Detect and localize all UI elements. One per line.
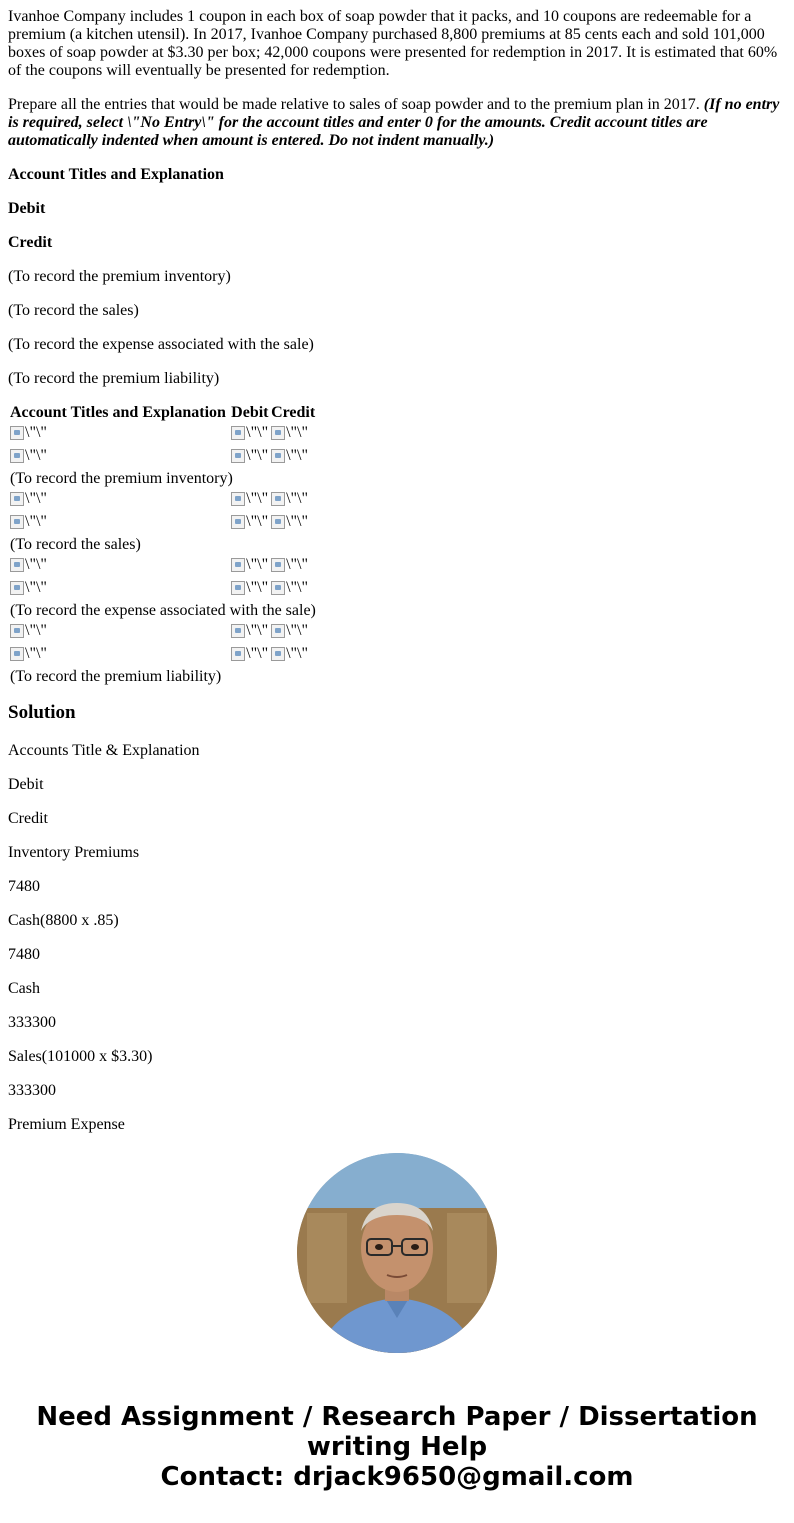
- account-select[interactable]: [10, 556, 47, 574]
- solution-line: Cash(8800 x .85): [8, 912, 119, 929]
- column-header-account: Account Titles and Explanation: [10, 404, 226, 421]
- heading-credit: Credit: [8, 234, 53, 251]
- heading-debit: Debit: [8, 200, 46, 217]
- entry-cell: [10, 513, 229, 534]
- solution-lines: [8, 742, 786, 1134]
- credit-input[interactable]: [271, 513, 308, 531]
- entry-cell: [10, 579, 229, 600]
- debit-input[interactable]: [231, 645, 268, 663]
- credit-input[interactable]: [271, 556, 308, 574]
- broken-image-alt-text: \"\": [246, 490, 269, 507]
- solution-line: Cash: [8, 980, 40, 997]
- broken-image-icon: [231, 624, 245, 638]
- entry-input-row: [10, 622, 316, 643]
- entry-cell: [231, 579, 269, 600]
- debit-input[interactable]: [231, 513, 268, 531]
- solution-line: Sales(101000 x $3.30): [8, 1048, 153, 1065]
- broken-image-icon: [271, 449, 285, 463]
- explanation-expense: (To record the expense associated with the sale): [8, 336, 314, 353]
- broken-image-alt-text: \"\": [25, 513, 47, 530]
- broken-image-alt-text: \"\": [25, 645, 47, 662]
- entry-cell: [231, 424, 269, 445]
- broken-image-icon: [271, 492, 285, 506]
- broken-image-alt-text: \"\": [25, 447, 47, 464]
- entry-explanation: (To record the sales): [10, 536, 141, 553]
- broken-image-icon: [10, 449, 24, 463]
- broken-image-icon: [231, 647, 245, 661]
- explanation-sales: (To record the sales): [8, 302, 139, 319]
- entry-cell: [10, 424, 229, 445]
- entry-cell: [271, 490, 316, 511]
- entry-cell: [231, 513, 269, 534]
- entry-explanation: (To record the expense associated with the sale): [10, 602, 316, 619]
- broken-image-icon: [10, 426, 24, 440]
- entry-cell: [10, 447, 229, 468]
- entry-cell: [271, 645, 316, 666]
- broken-image-icon: [231, 426, 245, 440]
- broken-image-alt-text: \"\": [286, 424, 309, 441]
- entry-cell: [231, 447, 269, 468]
- entry-cell: [231, 622, 269, 643]
- entry-explanation-row: [10, 470, 316, 488]
- solution-heading: Solution: [8, 702, 76, 723]
- credit-input[interactable]: [271, 447, 308, 465]
- solution-line: 7480: [8, 878, 40, 895]
- account-select[interactable]: [10, 579, 47, 597]
- broken-image-icon: [10, 515, 24, 529]
- broken-image-alt-text: \"\": [246, 556, 269, 573]
- solution-line: Credit: [8, 810, 48, 827]
- credit-input[interactable]: [271, 645, 308, 663]
- entry-cell: [271, 513, 316, 534]
- solution-line: Accounts Title & Explanation: [8, 742, 200, 759]
- entry-explanation-row: [10, 668, 316, 686]
- broken-image-alt-text: \"\": [286, 579, 309, 596]
- broken-image-alt-text: \"\": [286, 447, 309, 464]
- promo-line-3: Contact: drjack9650@gmail.com: [160, 1462, 634, 1492]
- solution-line: Premium Expense: [8, 1116, 125, 1133]
- broken-image-icon: [10, 492, 24, 506]
- explanation-premium-liability: (To record the premium liability): [8, 370, 220, 387]
- broken-image-alt-text: \"\": [25, 556, 47, 573]
- entry-cell: [10, 490, 229, 511]
- entry-cell: [271, 556, 316, 577]
- promo-line-1: Need Assignment / Research Paper / Dissertation: [36, 1402, 758, 1432]
- broken-image-icon: [271, 581, 285, 595]
- heading-account-titles: Account Titles and Explanation: [8, 166, 224, 183]
- broken-image-alt-text: \"\": [286, 622, 309, 639]
- solution-line: Inventory Premiums: [8, 844, 140, 861]
- solution-line: 333300: [8, 1014, 56, 1031]
- entry-input-row: [10, 490, 316, 511]
- broken-image-alt-text: \"\": [246, 424, 269, 441]
- entry-cell: [271, 622, 316, 643]
- column-header-debit: Debit: [231, 404, 269, 421]
- account-select[interactable]: [10, 424, 47, 442]
- broken-image-icon: [231, 449, 245, 463]
- debit-input[interactable]: [231, 447, 268, 465]
- broken-image-alt-text: \"\": [286, 556, 309, 573]
- broken-image-icon: [231, 515, 245, 529]
- entry-cell: [271, 424, 316, 445]
- promo-banner: [0, 1402, 794, 1492]
- credit-input[interactable]: [271, 579, 308, 597]
- entry-input-row: [10, 447, 316, 468]
- entry-input-row: [10, 556, 316, 577]
- author-photo: [297, 1153, 497, 1353]
- entry-cell: [271, 579, 316, 600]
- broken-image-alt-text: \"\": [246, 447, 269, 464]
- broken-image-icon: [10, 624, 24, 638]
- account-select[interactable]: [10, 490, 47, 508]
- entry-cell: [10, 556, 229, 577]
- portrait-illustration: [297, 1153, 497, 1353]
- broken-image-icon: [231, 581, 245, 595]
- broken-image-alt-text: \"\": [25, 490, 47, 507]
- account-select[interactable]: [10, 622, 47, 640]
- entry-cell: [231, 556, 269, 577]
- broken-image-alt-text: \"\": [286, 490, 309, 507]
- broken-image-icon: [271, 558, 285, 572]
- entry-explanation-row: [10, 536, 316, 554]
- debit-input[interactable]: [231, 622, 268, 640]
- instruction-text: Prepare all the entries that would be made relative to sales of soap powder and to the premium plan in 2017.: [8, 96, 700, 113]
- entry-cell: [231, 490, 269, 511]
- question-intro: Ivanhoe Company includes 1 coupon in each box of soap powder that it packs, and 10 coupons are redeemable for a premium (a kitchen utensil). In 2017, Ivanhoe Company purchased 8,800 premiums at 85 cents each and sold 101,000 boxes of soap powder at $3.30 per box; 42,000 coupons were presented for redemption in 2017. It is estimated that 60% of the coupons will eventually be presented for redemption.: [8, 8, 778, 79]
- explanation-premium-inventory: (To record the premium inventory): [8, 268, 231, 285]
- broken-image-icon: [10, 558, 24, 572]
- broken-image-icon: [10, 647, 24, 661]
- account-select[interactable]: [10, 513, 47, 531]
- entry-input-row: [10, 645, 316, 666]
- broken-image-icon: [10, 581, 24, 595]
- entry-explanation: (To record the premium inventory): [10, 470, 233, 487]
- question-instruction: [8, 96, 786, 150]
- account-select[interactable]: [10, 447, 47, 465]
- journal-entry-table: [8, 402, 318, 688]
- debit-input[interactable]: [231, 490, 268, 508]
- broken-image-icon: [271, 426, 285, 440]
- broken-image-alt-text: \"\": [286, 645, 309, 662]
- entry-cell: [10, 622, 229, 643]
- account-select[interactable]: [10, 645, 47, 663]
- credit-input[interactable]: [271, 622, 308, 640]
- solution-line: 333300: [8, 1082, 56, 1099]
- broken-image-icon: [231, 492, 245, 506]
- broken-image-alt-text: \"\": [25, 424, 47, 441]
- solution-line: Debit: [8, 776, 44, 793]
- entry-cell: [271, 447, 316, 468]
- table-header-row: [10, 404, 316, 422]
- author-avatar: [297, 1153, 497, 1353]
- solution-line: 7480: [8, 946, 40, 963]
- broken-image-icon: [271, 515, 285, 529]
- column-header-credit: Credit: [271, 404, 316, 421]
- debit-input[interactable]: [231, 424, 268, 442]
- credit-input[interactable]: [271, 424, 308, 442]
- entry-cell: [10, 645, 229, 666]
- instruction-note: (If no entry is required, select \"No Entry\" for the account titles and enter 0 for the amounts. Credit account titles are automatically indented when amount is entered. Do not indent manually.): [8, 96, 780, 149]
- broken-image-icon: [271, 647, 285, 661]
- broken-image-alt-text: \"\": [25, 622, 47, 639]
- broken-image-alt-text: \"\": [286, 513, 309, 530]
- broken-image-icon: [271, 624, 285, 638]
- broken-image-alt-text: \"\": [246, 622, 269, 639]
- broken-image-icon: [231, 558, 245, 572]
- broken-image-alt-text: \"\": [246, 645, 269, 662]
- entry-cell: [231, 645, 269, 666]
- broken-image-alt-text: \"\": [246, 579, 269, 596]
- journal-entry-body: [10, 424, 316, 686]
- debit-input[interactable]: [231, 556, 268, 574]
- promo-line-2: writing Help: [306, 1432, 488, 1462]
- broken-image-alt-text: \"\": [246, 513, 269, 530]
- entry-input-row: [10, 513, 316, 534]
- entry-input-row: [10, 579, 316, 600]
- credit-input[interactable]: [271, 490, 308, 508]
- debit-input[interactable]: [231, 579, 268, 597]
- entry-explanation: (To record the premium liability): [10, 668, 222, 685]
- solution-section: [8, 702, 786, 1134]
- entry-input-row: [10, 424, 316, 445]
- broken-image-alt-text: \"\": [25, 579, 47, 596]
- entry-explanation-row: [10, 602, 316, 620]
